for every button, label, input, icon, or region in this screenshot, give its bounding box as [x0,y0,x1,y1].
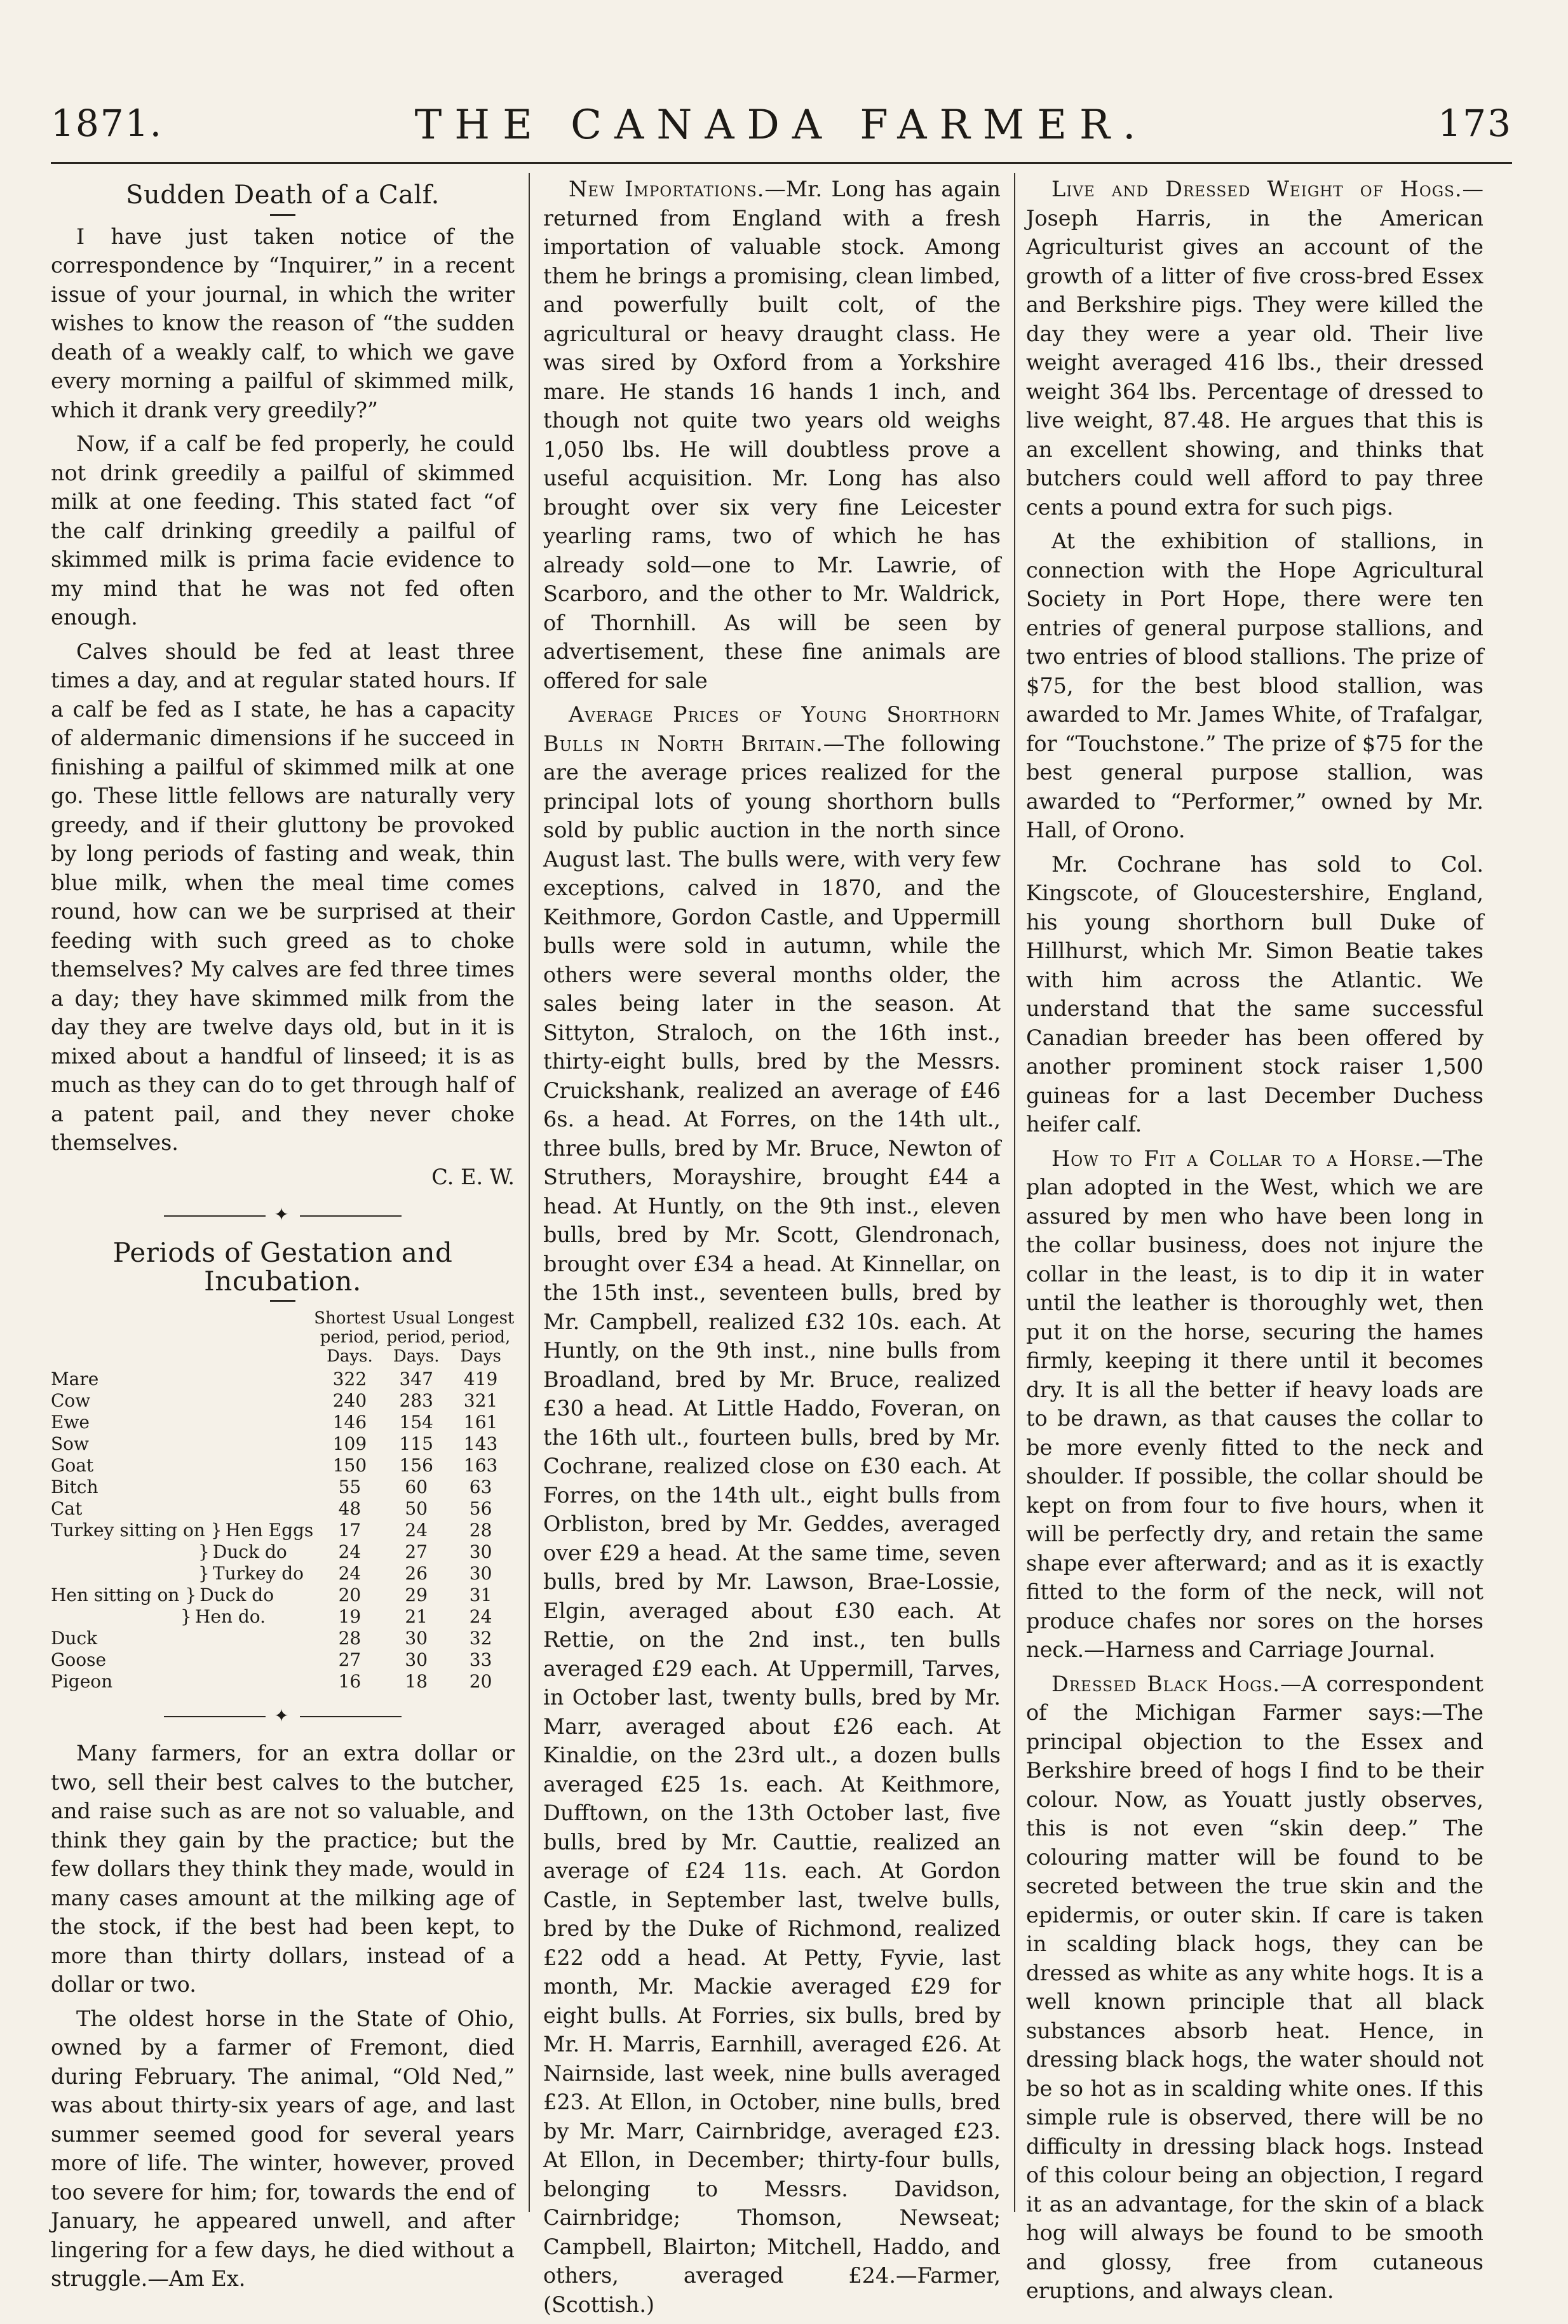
table-row [51,1455,515,1476]
group-label: Turkey sitting on [51,1519,205,1541]
column-2 [543,175,1001,2324]
shortest-value: 48 [338,1497,362,1519]
column-rule-2 [1014,173,1015,2212]
animal-name: Turkey do [212,1562,304,1584]
longest-value: 20 [469,1670,492,1692]
usual-value: 21 [405,1605,428,1627]
animal-name: Pigeon [51,1670,113,1692]
shortest-value: 109 [332,1433,367,1454]
longest-value: 33 [469,1649,492,1670]
usual-value: 154 [399,1411,433,1433]
longest-value: 31 [469,1584,492,1605]
shortest-value: 27 [338,1649,362,1670]
hogs-paragraph [1026,175,1484,522]
longest-value: 63 [469,1476,492,1497]
usual-value: 27 [405,1541,428,1562]
importations-paragraph [543,175,1001,695]
shortest-value: 146 [332,1411,367,1433]
calf-article-title: Sudden Death of a Calf. [126,180,440,210]
usual-value: 283 [399,1389,433,1411]
prices-paragraph [543,700,1001,2319]
gestation-table [51,1308,515,1692]
prices-text: —The following are the average prices realized for the principal lots of young shorthorn bulls sold by public auction in the north since August last. The bulls were, with very few exceptions, calved in 1870, and the Keithmore, Gordon Castle, and Uppermill bulls were sold in autumn, while the others were several months older, the sales being later in the season. At Sittyton, Straloch, on the 16th inst., thirty-eight bulls, bred by the Messrs. Cruickshank, realized an average of £46 6s. a head. At Forres, on the 14th ult., three bulls, bred by Mr. Bruce, Newton of Struthers, Morayshire, brought £44 a head. At Huntly, on the 9th inst., eleven bulls, bred by Mr. Scott, Glendronach, brought over £34 a head. At Kinnellar, on the 15th inst., seventeen bulls, bred by Mr. Campbell, realized £32 10s. each. At Huntly, on the 9th inst., nine bulls from Broadland, bred by Mr. Bruce, realized £30 a head. At Little Haddo, Foveran, on the 16th ult., fourteen bulls, bred by Mr. Cochrane, realized close on £30 each. At Forres, on the 14th ult., eight bulls from Orbliston, bred by Mr. Geddes, averaged over £29 a head. At the same time, seven bulls, bred by Mr. Lawson, Brae-Lossie, Elgin, averaged about £30 each. At Rettie, on the 2nd inst., ten bulls averaged £29 each. At Uppermill, Tarves, in October last, twenty bulls, bred by Mr. Marr, averaged about £26 each. At Kinaldie, on the 23rd ult., a dozen bulls averaged £25 1s. each. At Keithmore, Dufftown, on the 13th October last, five bulls, bred by Mr. Cauttie, realized an average of £24 11s. each. At Gordon Castle, in September last, twelve bulls, bred by the Duke of Richmond, realized £22 odd a head. At Petty, Fyvie, last month, Mr. Mackie averaged £29 for eight bulls. At Forries, six bulls, bred by Mr. H. Marris, Earnhill, averaged £26. At Nairnside, last week, nine bulls averaged £23. At Ellon, in October, nine bulls, bred by Mr. Marr, Cairnbridge, averaged £23. At Ellon, in December; thirty-four bulls, belonging to Messrs. Davidson, Cairnbridge; Thomson, Newseat; Campbell, Blairton; Mitchell, Haddo, and others, averaged £24.—Farmer, (Scottish.) [543,731,1001,2317]
shortest-value: 55 [338,1476,362,1497]
longest-value: 24 [469,1605,492,1627]
collar-text: —The plan adopted in the West, which we are assured by men who have been long in the collar business, does not injure the collar in the least, is to dip it in water until the leather is thoroughly wet, then put it on the horse, securing the hames firmly, keeping it there until it becomes dry. It is all the better if heavy loads are to be drawn, as that causes the collar to be more evenly fitted to the neck and shoulder. If possible, the collar should be kept on from four to five hours, when it will be perfectly dry, and retain the same shape ever afterward; and as it is exactly fitted to the form of the neck, will not produce chafes nor sores on the horses neck.—Harness and Carriage Journal. [1026,1145,1484,1662]
usual-value: 347 [399,1368,433,1389]
usual-value: 30 [405,1627,428,1649]
animal-name: Goose [51,1649,107,1670]
gestation-col-header: Usual period, Days. [386,1308,446,1366]
longest-value: 161 [463,1411,498,1433]
importations-lead: New Importations. [569,177,765,201]
header-page-number: 173 [1438,102,1512,145]
table-row [51,1563,515,1584]
stallions-paragraph: At the exhibition of stallions, in connection with the Hope Agricultural Society in Port Hope, there were ten entries of general purpose stallions, and two entries of blood stallions. The prize of $75, for the best blood stallion, was awarded to Mr. James White, of Trafalgar, for “Touchstone.” The prize of $75 for the best general purpose stallion, was awarded to “Performer,” owned by Mr. Hall, of Orono. [1026,529,1484,842]
collar-paragraph [1026,1144,1484,1665]
header-rule [51,162,1512,164]
calf-paragraph-2: Now, if a calf be fed properly, he could not drink greedily a pailful of skimmed milk at one feeding. This stated fact “of the calf drinking greedily a pailful of skimmed milk is prima facie evidence to my mind that he was not fed often enough. [51,431,515,630]
shortest-value: 20 [338,1584,362,1605]
brace-glyph: } [180,1605,192,1627]
animal-name: Cow [51,1389,91,1411]
calf-signature: C. E. W. [431,1164,515,1189]
header-year: 1871. [51,102,163,145]
animal-name: Bitch [51,1476,98,1497]
table-row [51,1476,515,1498]
longest-value: 32 [469,1627,492,1649]
column-rule-1 [529,173,530,2212]
black-hogs-paragraph [1026,1670,1484,2306]
usual-value: 115 [399,1433,433,1454]
cochrane-paragraph: Mr. Cochrane has sold to Col. Kingscote, of Gloucestershire, England, his young shorthorn bull Duke of Hillhurst, which Mr. Simon Beatie takes with him across the Atlantic. We understand that the same successful Canadian breeder has been offered by another prominent stock raiser 1,500 guineas for a last December Duchess heifer calf. [1026,851,1484,1137]
longest-value: 321 [463,1389,498,1411]
animal-name: Sow [51,1433,90,1454]
usual-value: 60 [405,1476,428,1497]
horse-paragraph: The oldest horse in the State of Ohio, owned by a farmer of Fremont, died during February. The animal, “Old Ned,” was about thirty-six years of age, and last summer seemed good for several years more of life. The winter, however, proved too severe for him; for, towards the end of January, he appeared unwell, and after lingering for a few days, he died without a struggle.—Am Ex. [51,2006,515,2291]
header-title: THE CANADA FARMER. [414,102,1149,149]
brace-glyph: } [198,1562,210,1584]
usual-value: 156 [399,1454,433,1476]
animal-name: Hen do. [194,1605,266,1627]
longest-value: 56 [469,1497,492,1519]
longest-value: 28 [469,1519,492,1541]
usual-value: 30 [405,1649,428,1670]
longest-value: 143 [463,1433,498,1454]
gestation-col-header: Shortest period, Days. [314,1308,386,1366]
page-header [51,102,1512,159]
section-divider: ✦ [51,1701,515,1731]
gestation-title: Periods of Gestation and Incubation. [112,1236,453,1297]
black-hogs-text: —A correspondent of the Michigan Farmer says:—The principal objection to the Essex and Berkshire breed of hogs I find to be their colour. Now, as Youatt justly observes, this is not even “skin deep.” The colouring matter will be found to be secreted between the true skin and the epidermis, or outer skin. If care is taken in scalding black hogs, they can be dressed as white as any white hogs. It is a well known principle that all black substances absorb heat. Hence, in dressing black hogs, the water should not be so hot as in scalding white ones. If this simple rule is observed, there will be no difficulty in dressing black hogs. Instead of this colour being an objection, I regard it as an advantage, for the skin of a black hog will always be found to be smooth and glossy, free from cutaneous eruptions, and always clean. [1026,1671,1484,2303]
brace-glyph: } [198,1541,210,1562]
prices-lead: Average Prices of Young Shorthorn Bulls in North Britain. [543,702,1001,756]
shortest-value: 322 [332,1368,367,1389]
hogs-text: —Joseph Harris, in the American Agriculturist gives an account of the growth of a litter of five cross-bred Essex and Berkshire pigs. They were killed the day they were a year old. Their live weight averaged 416 lbs., their dressed weight 364 lbs. Percentage of dressed to live weight, 87.48. He argues that this is an excellent showing, and thinks that butchers could well afford to pay three cents a pound extra for such pigs. [1026,177,1484,520]
shortest-value: 28 [338,1627,362,1649]
longest-value: 419 [463,1368,498,1389]
table-row [51,1541,515,1563]
title-dash [270,214,295,216]
longest-value: 30 [469,1541,492,1562]
animal-name: Duck do [212,1541,287,1562]
calf-paragraph-1: I have just taken notice of the correspondence by “Inquirer,” in a recent issue of your journal, in which the writer wishes to know the reason of “the sudden death of a weakly calf, to which we gave every morning a pailful of skimmed milk, which it drank very greedily?” [51,224,515,422]
animal-name: Goat [51,1454,94,1476]
table-row [51,1390,515,1412]
animal-name: Duck do [199,1584,274,1605]
shortest-value: 16 [338,1670,362,1692]
table-row [51,1433,515,1455]
shortest-value: 19 [338,1605,362,1627]
shortest-value: 17 [338,1519,362,1541]
title-dash [270,1300,295,1302]
hogs-lead: Live and Dressed Weight of Hogs. [1051,177,1463,201]
column-1 [51,175,515,2299]
shortest-value: 150 [332,1454,367,1476]
shortest-value: 24 [338,1541,362,1562]
brace-glyph: } [185,1584,197,1605]
group-label: Hen sitting on [51,1584,180,1605]
table-row [51,1498,515,1520]
gestation-col-header: Longest period, Days [447,1308,515,1366]
table-row [51,1584,515,1606]
longest-value: 163 [463,1454,498,1476]
column-3 [1026,175,1484,2311]
table-row [51,1412,515,1433]
table-row [51,1628,515,1649]
animal-name: Cat [51,1497,83,1519]
table-row [51,1606,515,1628]
usual-value: 26 [405,1562,428,1584]
animal-name: Ewe [51,1411,90,1433]
table-row [51,1671,515,1692]
section-divider: ✦ [51,1200,515,1229]
usual-value: 29 [405,1584,428,1605]
gestation-header-row [51,1308,515,1368]
table-row [51,1649,515,1671]
shortest-value: 240 [332,1389,367,1411]
usual-value: 24 [405,1519,428,1541]
usual-value: 50 [405,1497,428,1519]
animal-name: Hen Eggs [225,1519,314,1541]
longest-value: 30 [469,1562,492,1584]
animal-name: Duck [51,1627,98,1649]
shortest-value: 24 [338,1562,362,1584]
calf-paragraph-3: Calves should be fed at least three times a day, and at regular stated hours. If a calf be fed as I state, he has a capacity of aldermanic dimensions if he succeed in finishing a pailful of skimmed milk at one go. These little fellows are naturally very greedy, and if their gluttony be provoked by long periods of fasting and weak, thin blue milk, when the meal time comes round, how can we be surprised at their feeding with such greed as to choke themselves? My calves are fed three times a day; they have skimmed milk from the day they are twelve days old, but in it is mixed about a handful of linseed; it is as much as they can do to get through half of a patent pail, and they never choke themselves. [51,638,515,1155]
importations-text: —Mr. Long has again returned from England with a fresh importation of valuable stock. Among them he brings a promising, clean limbed, and powerfully built colt, of the agricultural or heavy draught class. He was sired by Oxford from a Yorkshire mare. He stands 16 hands 1 inch, and though not quite two years old weighs 1,050 lbs. He will doubtless prove a useful acquisition. Mr. Long has also brought over six very fine Leicester yearling rams, two of which he has already sold—one to Mr. Lawrie, of Scarboro, and the other to Mr. Waldrick, of Thornhill. As will be seen by advertisement, these fine animals are offered for sale [543,177,1001,693]
usual-value: 18 [405,1670,428,1692]
animal-name: Mare [51,1368,99,1389]
table-row [51,1368,515,1390]
farmers-paragraph: Many farmers, for an extra dollar or two, sell their best calves to the butcher, and raise such as are not so valuable, and think they gain by the practice; but the few dollars they think they made, would in many cases amount at the milking age of the stock, if the best had been kept, to more than thirty dollars, instead of a dollar or two. [51,1741,515,1997]
black-hogs-lead: Dressed Black Hogs. [1051,1671,1281,1696]
brace-glyph: } [210,1519,222,1541]
table-row [51,1520,515,1541]
collar-lead: How to Fit a Collar to a Horse. [1051,1145,1422,1171]
